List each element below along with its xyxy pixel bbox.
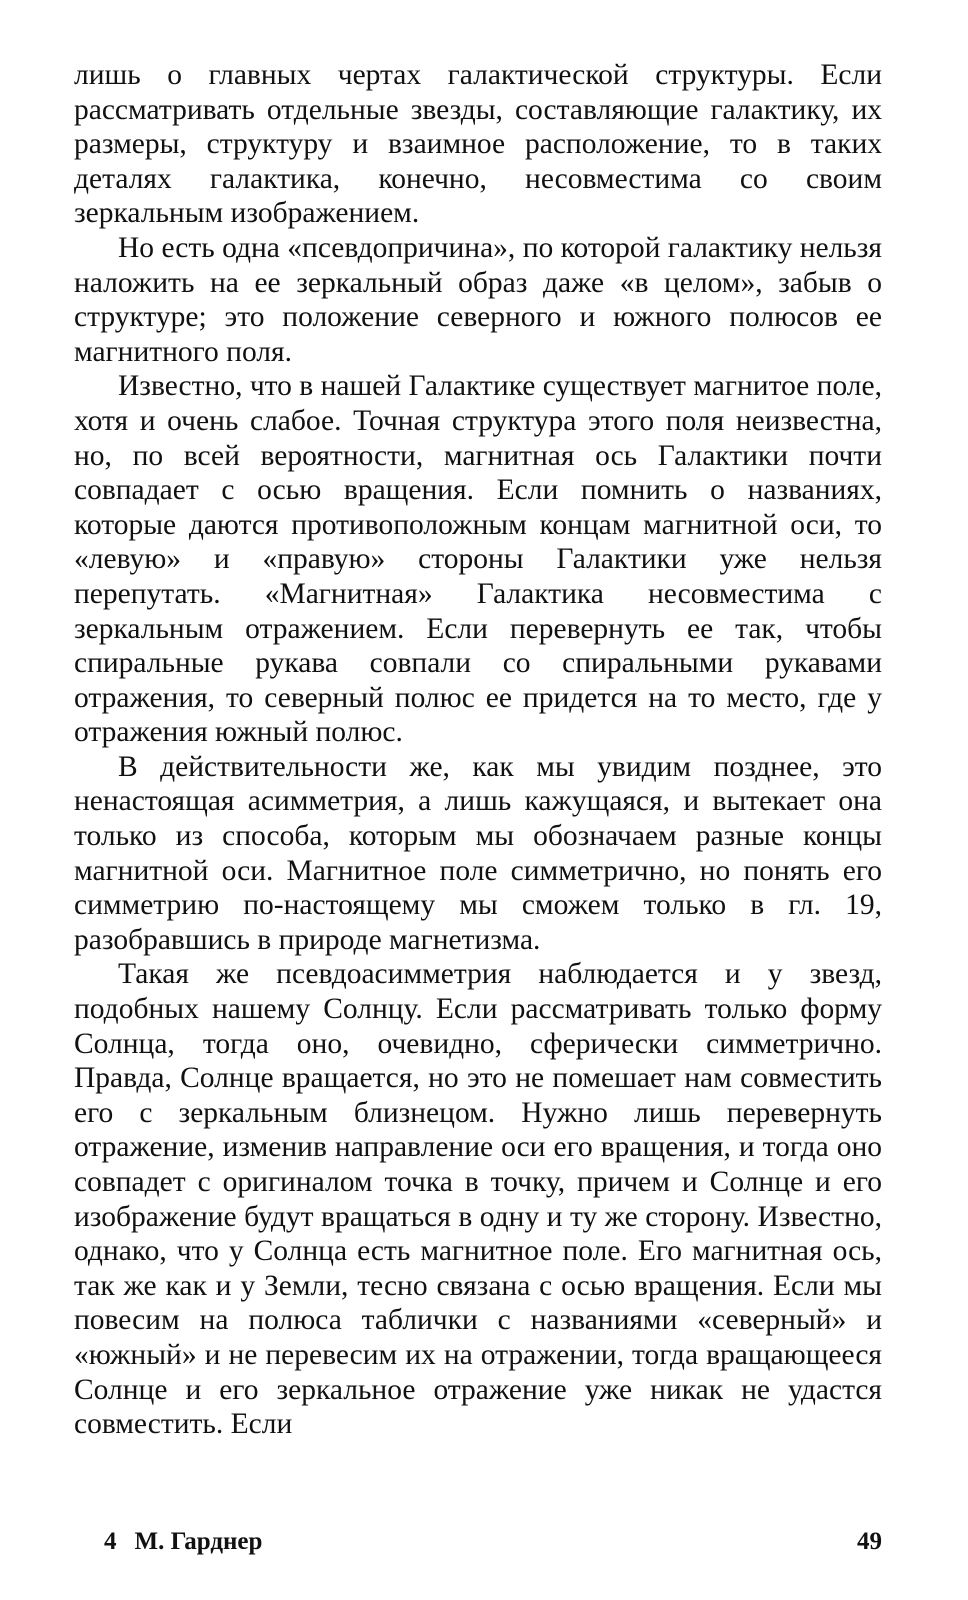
signature-mark [104, 1528, 262, 1556]
paragraph-3: Известно, что в нашей Галактике существует магнитое поле, хотя и очень слабое. Точная структура этого поля неизвестна, но, по всей вероятности, магнитная ось Галактики почти совпадает с осью вращения. Если помнить о названиях, которые даются противоположным концам магнитной оси, то «левую» и «правую» стороны Галактики уже нельзя перепутать. «Магнитная» Галактика несовместима с зеркальным отражением. Если перевернуть ее так, чтобы спиральные рукава совпали со спиральными рукавами отражения, то северный полюс ее придется на то место, где у отражения южный полюс. [74, 370, 882, 749]
page-footer [104, 1528, 882, 1556]
paragraph-2: Но есть одна «псевдопричина», по которой галактику нельзя наложить на ее зеркальный образ даже «в целом», забыв о структуре; это положение северного и южного полюсов ее магнитного поля. [74, 231, 882, 368]
page-number: 49 [857, 1528, 882, 1555]
paragraph-1: лишь о главных чертах галактической структуры. Если рассматривать отдельные звезды, составляющие галактику, их размеры, структуру и взаимное расположение, то в таких деталях галактика, конечно, несовместима со своим зеркальным изображением. [74, 59, 882, 230]
paragraph-5: Такая же псевдоасимметрия наблюдается и у звезд, подобных нашему Солнцу. Если рассматривать только форму Солнца, тогда оно, очевидно, сферически симметрично. Правда, Солнце вращается, но это не помешает нам совместить его с зеркальным близнецом. Нужно лишь перевернуть отражение, изменив направление оси его вращения, и тогда оно совпадет с оригиналом точка в точку, причем и Солнце и его изображение будут вращаться в одну и ту же сторону. Известно, однако, что у Солнца есть магнитное поле. Его магнитная ось, так же как и у Земли, тесно связана с осью вращения. Если мы повесим на полюса таблички с названиями «северный» и «южный» и не перевесим их на отражении, тогда вращающееся Солнце и его зеркальное отражение уже никак не удастся совместить. Если [74, 958, 882, 1441]
signature-author: М. Гарднер [134, 1528, 263, 1555]
paragraph-4: В действительности же, как мы увидим позднее, это ненастоящая асимметрия, а лишь кажущаяся, и вытекает она только из способа, которым мы обозначаем разные концы магнитной оси. Магнитное поле симметрично, но понять его симметрию по-настоящему мы сможем только в гл. 19, разобравшись в природе магнетизма. [74, 750, 882, 956]
page-text [74, 58, 882, 1442]
signature-number: 4 [104, 1528, 117, 1555]
